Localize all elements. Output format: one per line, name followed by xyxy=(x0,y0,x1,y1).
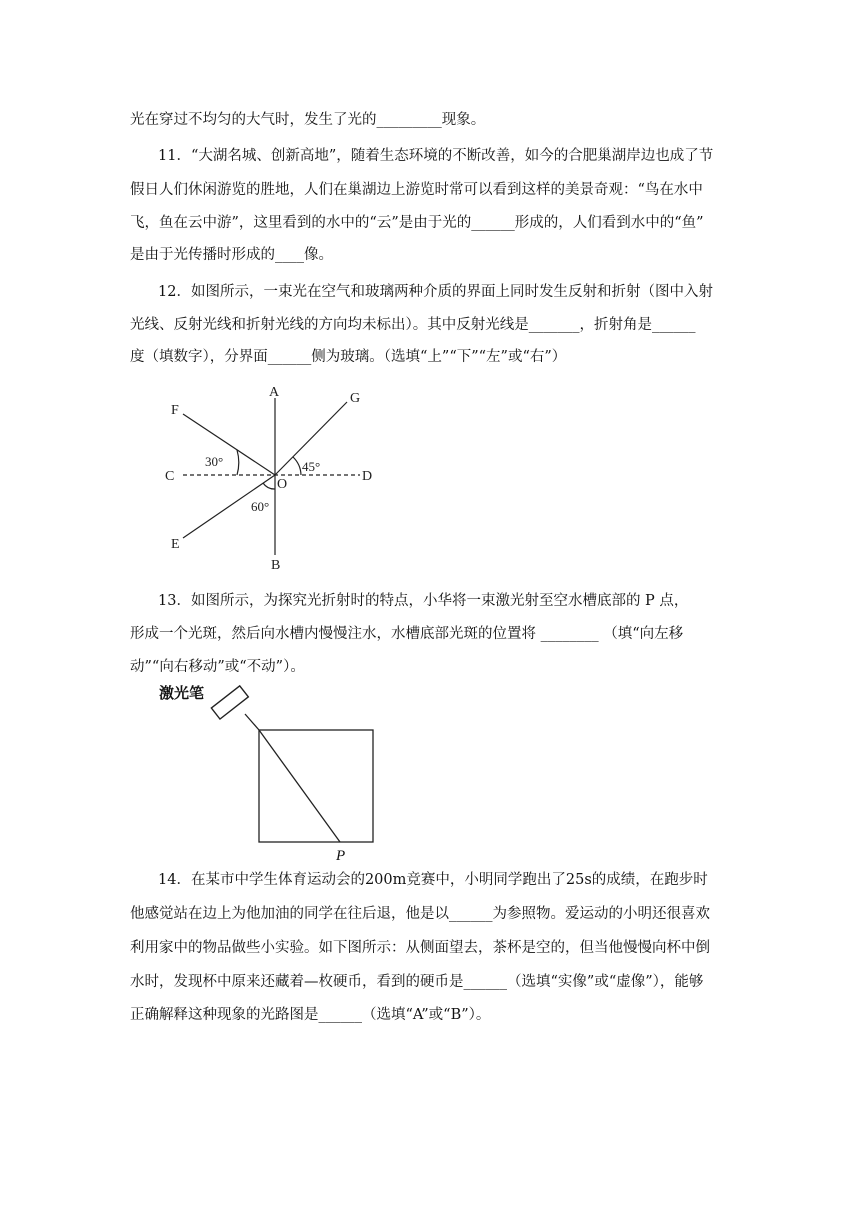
question-11-line-4: 是由于光传播时形成的____像。 xyxy=(130,247,333,263)
question-12-line-3: 度（填数字），分界面______侧为玻璃。（选填“上”“下”“左”或“右”） xyxy=(130,349,567,365)
label-O: O xyxy=(277,477,288,492)
question-11-line-3: 飞，鱼在云中游”，这里看到的水中的“云”是由于光的______形成的，人们看到水中的“鱼” xyxy=(130,215,704,231)
angle-label-45: 45° xyxy=(302,459,321,474)
label-G: G xyxy=(350,391,361,406)
figure-13-diagram xyxy=(155,678,385,868)
label-C: C xyxy=(165,469,175,484)
laser-nozzle xyxy=(245,714,259,730)
question-11-line-1: 11．“大湖名城、创新高地”，随着生态环境的不断改善，如今的合肥巢湖岸边也成了节 xyxy=(158,148,714,164)
arc-30 xyxy=(237,450,239,475)
label-A: A xyxy=(269,385,280,400)
angle-label-60: 60° xyxy=(251,499,270,514)
question-12-line-1: 12．如图所示，一束光在空气和玻璃两种介质的界面上同时发生反射和折射（图中入射 xyxy=(158,284,713,300)
label-D: D xyxy=(362,469,373,484)
arc-60 xyxy=(263,483,275,489)
laser-beam xyxy=(259,730,340,842)
ray-FO xyxy=(183,414,275,475)
text-line-1: 光在穿过不均匀的大气时，发生了光的_________现象。 xyxy=(130,112,486,128)
question-13-line-1: 13．如图所示，为探究光折射时的特点，小华将一束激光射至空水槽底部的 P 点， xyxy=(158,593,689,609)
label-F: F xyxy=(171,403,179,418)
question-14-line-3: 利用家中的物品做些小实验。如下图所示：从侧面望去，茶杯是空的，但当他慢慢向杯中倒 xyxy=(130,940,710,956)
question-14-line-4: 水时，发现杯中原来还藏着—枚硬币，看到的硬币是______（选填“实像”或“虚像”），能够 xyxy=(130,974,704,990)
question-13-line-3: 动”“向右移动”或“不动”）。 xyxy=(130,659,305,675)
question-12-line-2: 光线、反射光线和折射光线的方向均未标出）。其中反射光线是_______，折射角是______ xyxy=(130,317,696,333)
label-B: B xyxy=(271,558,281,573)
water-tank xyxy=(259,730,373,842)
angle-label-30: 30° xyxy=(205,454,224,469)
question-11-line-2: 假日人们休闲游览的胜地，人们在巢湖边上游览时常可以看到这样的美景奇观：“鸟在水中 xyxy=(130,182,703,198)
point-P-label: P xyxy=(336,848,346,864)
figure-12-diagram xyxy=(155,380,395,575)
question-14-line-2: 他感觉站在边上为他加油的同学在往后退，他是以______为参照物。爱运动的小明还很喜欢 xyxy=(130,906,710,922)
question-13-line-2: 形成一个光斑，然后向水槽内慢慢注水，水槽底部光斑的位置将 ________ （填“向左移 xyxy=(130,626,684,642)
label-E: E xyxy=(171,537,180,552)
laser-pen-label: 激光笔 xyxy=(159,686,205,702)
question-14-line-1: 14．在某市中学生体育运动会的200m竞赛中，小明同学跑出了25s的成绩，在跑步时 xyxy=(158,872,708,888)
question-14-line-5: 正确解释这种现象的光路图是______（选填“A”或“B”）。 xyxy=(130,1007,491,1023)
arc-45 xyxy=(293,457,301,475)
laser-pen-icon xyxy=(211,686,248,719)
